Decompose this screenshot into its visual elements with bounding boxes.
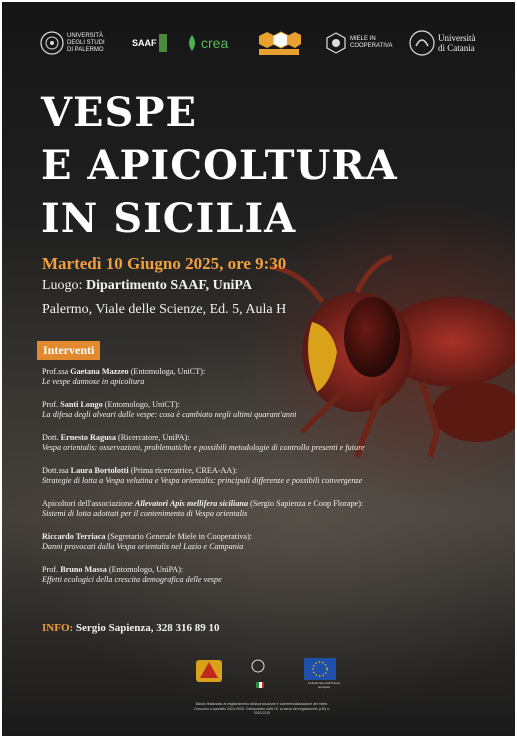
location-label: Luogo: bbox=[42, 278, 83, 293]
italian-republic-emblem-icon bbox=[252, 660, 264, 688]
talk-speaker bbox=[42, 433, 482, 443]
crea-logo bbox=[185, 24, 228, 62]
speaker-prefix: Dott.ssa bbox=[42, 466, 71, 475]
speaker-role: (Segretario Generale Miele in Cooperativa): bbox=[105, 532, 253, 541]
cooperative-text: MIELE IN COOPERATIVA bbox=[350, 36, 393, 49]
talk-speaker bbox=[42, 466, 482, 476]
speaker-prefix: Dott. bbox=[42, 433, 61, 442]
info-label: INFO: bbox=[42, 622, 74, 634]
honeycomb-logo bbox=[257, 24, 301, 62]
talk-title: La difesa degli alveari dalle vespe: cosa è cambiato negli ultimi quarant'anni bbox=[42, 410, 297, 419]
partner-logos bbox=[2, 24, 515, 64]
talk-item bbox=[42, 532, 482, 565]
saaf-logo bbox=[129, 24, 169, 62]
speaker-role: (Entomologa, UniCT): bbox=[128, 367, 206, 376]
speaker-name: Laura Bortolotti bbox=[70, 466, 129, 475]
speaker-name: Ernesto Ragusa bbox=[60, 433, 116, 442]
talk-item bbox=[42, 565, 482, 598]
speaker-role: (Ricercatore, UniPA): bbox=[115, 433, 190, 442]
speaker-role: (Sergio Sapienza e Coop Florape): bbox=[248, 499, 364, 508]
talk-item bbox=[42, 367, 482, 400]
info-value: Sergio Sapienza, 328 316 89 10 bbox=[75, 622, 220, 634]
location-value: Dipartimento SAAF, UniPA bbox=[85, 278, 253, 293]
crea-leaf-icon bbox=[185, 33, 199, 53]
event-date: Martedì 10 Giugno 2025, ore 9:30 bbox=[42, 254, 287, 273]
event-poster bbox=[2, 2, 515, 736]
speaker-prefix: Prof. bbox=[42, 565, 61, 574]
unict-logo bbox=[409, 24, 476, 62]
talk-list bbox=[42, 367, 482, 598]
speaker-name: Riccardo Terriaca bbox=[42, 532, 106, 541]
speaker-role: (Entomologo, UniPA): bbox=[106, 565, 184, 574]
talk-speaker bbox=[42, 499, 482, 509]
saaf-mark-icon bbox=[157, 31, 169, 55]
unict-text-line1: Università bbox=[438, 33, 476, 43]
poster-title bbox=[41, 86, 398, 245]
event-address: Palermo, Viale delle Scienze, Ed. 5, Aula H bbox=[42, 302, 287, 317]
speaker-name: Bruno Massa bbox=[60, 565, 107, 574]
miele-cooperativa-logo bbox=[325, 24, 398, 62]
speaker-prefix: Apicoltori dell'associazione bbox=[42, 499, 135, 508]
speaker-role: (Entomologo, UniCT): bbox=[102, 400, 180, 409]
title-line-1: VESPE bbox=[41, 89, 197, 136]
talk-title: Le vespe dannose in apicoltura bbox=[42, 377, 145, 386]
talk-item bbox=[42, 400, 482, 433]
unipa-text: UNIVERSITÀ DEGLI STUDI DI PALERMO bbox=[67, 32, 105, 53]
talk-speaker bbox=[42, 400, 482, 410]
event-location bbox=[42, 278, 252, 294]
eu-caption: Cofinanziato dall'Unione Europea bbox=[307, 681, 341, 689]
talk-item bbox=[42, 433, 482, 466]
contact-info bbox=[42, 622, 220, 634]
funding-note: Bando finalizzato al miglioramento della produzione e commercializzazione del miele. Concorso a sportello 2024-2025. Cofinanziato dall'U.E. ai sensi del regolamento (UE) n. 2021/2115 bbox=[193, 702, 331, 715]
speaker-name: Santi Longo bbox=[60, 400, 103, 409]
title-line-3: IN SICILIA bbox=[41, 195, 297, 242]
talk-title: Sistemi di lotta adottati per il contenimento di Vespa orientalis bbox=[42, 509, 248, 518]
talk-title: Effetti ecologici della crescita demografica delle vespe bbox=[42, 575, 222, 584]
talk-title: Danni provocati dalla Vespa orientalis nel Lazio e Campania bbox=[42, 542, 244, 551]
talk-speaker bbox=[42, 532, 482, 542]
speaker-role: (Prima ricercatrice, CREA-AA): bbox=[128, 466, 238, 475]
talk-item bbox=[42, 499, 482, 532]
sicilia-region-crest-icon bbox=[196, 660, 222, 682]
unipa-logo bbox=[40, 24, 107, 62]
title-line-2: E APICOLTURA bbox=[41, 142, 398, 189]
cooperative-icon bbox=[325, 32, 347, 54]
speaker-name: Gaetana Mazzeo bbox=[70, 367, 129, 376]
unict-text bbox=[438, 33, 476, 53]
eu-flag-icon bbox=[304, 658, 336, 680]
talk-speaker bbox=[42, 367, 482, 377]
speaker-name: Allevatori Apis mellifera siciliana bbox=[134, 499, 249, 508]
crea-text: crea bbox=[201, 35, 229, 51]
honeycomb-icon bbox=[257, 30, 301, 56]
talk-title: Vespa orientalis: osservazioni, problematiche e possibili metodologie di controllo presenti e future bbox=[42, 443, 365, 452]
unipa-seal-icon bbox=[40, 31, 64, 55]
speaker-prefix: Prof. bbox=[42, 400, 61, 409]
saaf-text: SAAF bbox=[132, 37, 157, 48]
speaker-prefix: Prof.ssa bbox=[42, 367, 71, 376]
section-heading: Interventi bbox=[37, 341, 100, 360]
talk-item bbox=[42, 466, 482, 499]
talk-title: Strategie di lotta a Vespa velutina e Vespa orientalis: principali differenze e possibili convergenze bbox=[42, 476, 363, 485]
unict-text-line2: di Catania bbox=[438, 43, 475, 53]
unict-seal-icon bbox=[409, 30, 435, 56]
talk-speaker bbox=[42, 565, 482, 575]
funder-logos bbox=[182, 656, 342, 726]
